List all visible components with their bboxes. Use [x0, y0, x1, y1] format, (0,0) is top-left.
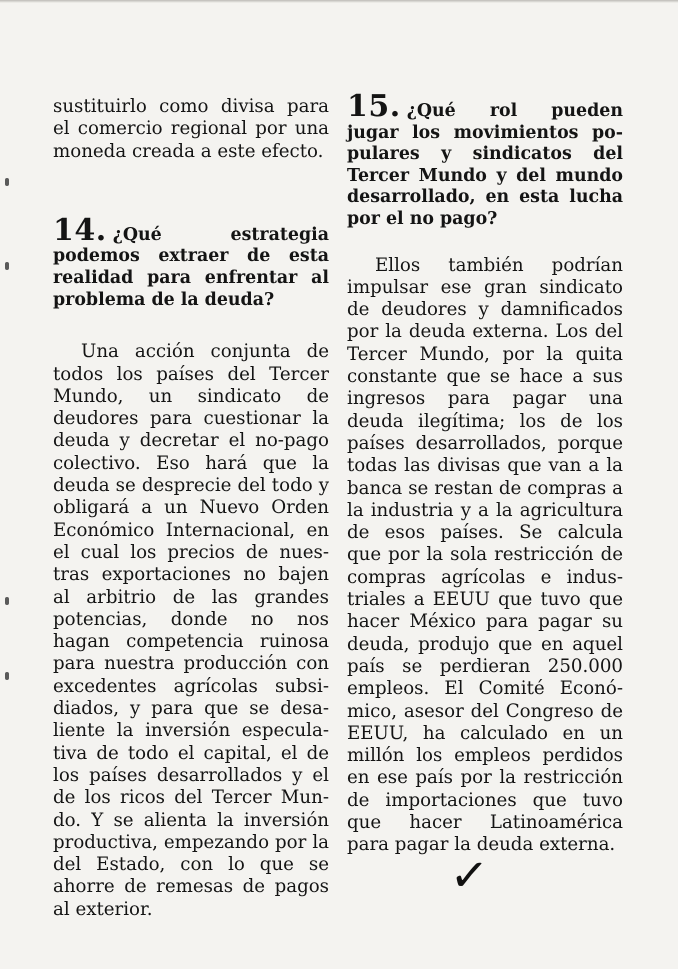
margin-speck: [5, 597, 9, 605]
question-15-heading: [347, 89, 623, 231]
answer-15-paragraph: Ellos también podrían impulsar ese gran sindicato de deudores y damnificados por la deuda externa. Los del Tercer Mundo, por la quita constante que se hace a sus ingresos para pagar una deuda ilegítima; los de los países desarrollados, porque todas las divisas que van a la banca se restan de compras a la industria y a la agricultura de esos países. Se calcula que por la sola restricción de compras agrícolas e industriales a EEUU que tuvo que hacer México para pagar su deuda, produjo que en aquel país se perdieran 250.000 empleos. El Comité Económico, asesor del Congreso de EEUU, ha calculado en un millón los empleos perdidos en ese país por la restricción de importaciones que tuvo que hacer Latinoamérica para pagar la deuda externa.: [347, 254, 623, 856]
question-text: ¿Qué estrategia podemos extraer de esta realidad para enfrentar al problema de la deuda?: [53, 224, 329, 310]
intro-paragraph: sustituirlo como divisa para el comercio regional por una moneda creada a este efecto.: [53, 96, 329, 162]
page-top-edge: [0, 0, 678, 3]
question-15: [347, 89, 623, 231]
margin-speck: [5, 178, 9, 186]
margin-speck: [5, 262, 9, 270]
question-number: 15.: [347, 89, 401, 124]
question-14: [53, 212, 329, 311]
question-text: ¿Qué rol pueden jugar los movimientos populares y sindicatos del Tercer Mundo y del mundo desarrollado, en esta lucha por el no pago?: [347, 101, 623, 229]
answer-14-paragraph: Una acción conjunta de todos los países del Tercer Mundo, un sindicato de deudores para cuestionar la deuda y decretar el no-pago colectivo. Eso hará que la deuda se desprecie del todo y obligará a un Nuevo Orden Económico Internacional, en el cual los precios de nuestras exportaciones no bajen al arbitrio de las grandes potencias, donde no nos hagan competencia ruinosa para nuestra producción con excedentes agrícolas subsidiados, y para que se desaliente la inversión especulativa de todo el capital, el de los países desarrollados y el de los ricos del Tercer Mundo. Y se alienta la inversión productiva, empezando por la del Estado, con lo que se ahorre de remesas de pagos al exterior.: [53, 341, 329, 920]
question-14-heading: [53, 212, 329, 311]
left-column: [53, 96, 329, 921]
margin-speck: [5, 672, 9, 680]
check-mark-icon: ✓: [448, 846, 491, 904]
right-column: [347, 89, 623, 857]
question-number: 14.: [53, 212, 107, 248]
